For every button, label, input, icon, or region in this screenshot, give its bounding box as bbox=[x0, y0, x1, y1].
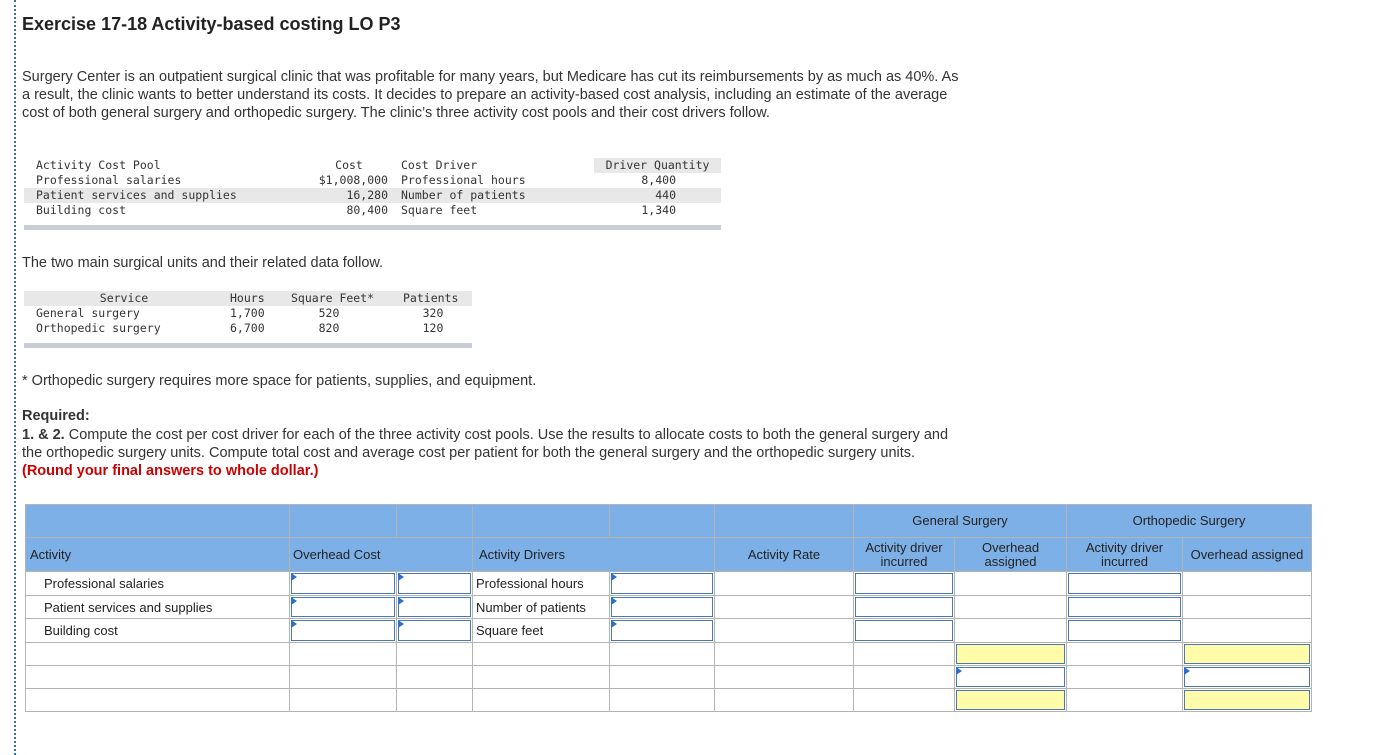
unit-square-feet: 520 bbox=[318, 306, 340, 320]
gen-driver-incurred-input[interactable] bbox=[855, 597, 953, 617]
unit-row bbox=[24, 306, 472, 321]
header-cost-driver: Cost Driver bbox=[401, 158, 478, 172]
header-hours: Hours bbox=[230, 291, 265, 305]
gen-total-cost-input[interactable] bbox=[956, 644, 1065, 664]
gen-driver-incurred-input[interactable] bbox=[855, 620, 953, 641]
dropdown-arrow-icon bbox=[611, 573, 617, 581]
overhead-cost-input[interactable] bbox=[291, 573, 395, 594]
unit-hours: 6,700 bbox=[230, 321, 265, 335]
header-driver-quantity: Driver Quantity bbox=[594, 158, 721, 173]
cost-pool-row bbox=[24, 203, 721, 218]
dropdown-arrow-icon bbox=[611, 620, 617, 628]
intro-paragraph: Surgery Center is an outpatient surgical clinic that was profitable for many years, but Medicare has cut its reimbursements by as much as 40%. As a result, the clinic wants to better understand its costs. It decides to prepare an activity-based cost analysis, including an estimate of the average cost of both general surgery and orthopedic surgery. The clinic’s three activity cost pools and their cost drivers follow. bbox=[22, 69, 959, 121]
col-header-ortho-overhead-assigned: Overhead assigned bbox=[1183, 538, 1312, 572]
pool-name: Patient services and supplies bbox=[36, 188, 237, 202]
col-header-gen-overhead-assigned: Overhead assigned bbox=[955, 538, 1067, 572]
average-label-cell[interactable] bbox=[26, 689, 290, 712]
answer-table bbox=[25, 504, 1312, 712]
pool-cost: 80,400 bbox=[346, 203, 388, 217]
pool-driver: Number of patients bbox=[401, 188, 526, 202]
col-header-ortho-driver-incurred: Activity driver incurred bbox=[1067, 538, 1183, 572]
gen-patients-input[interactable] bbox=[956, 667, 1065, 687]
dropdown-arrow-icon bbox=[291, 597, 297, 605]
activity-driver-amount-input[interactable] bbox=[398, 573, 471, 594]
answer-row bbox=[26, 596, 1312, 619]
overhead-cost-input[interactable] bbox=[291, 597, 395, 617]
left-dotted-border bbox=[14, 0, 16, 755]
footnote: * Orthopedic surgery requires more space for patients, supplies, and equipment. bbox=[22, 373, 537, 389]
gen-driver-incurred-input[interactable] bbox=[855, 573, 953, 594]
ortho-average-cost-input[interactable] bbox=[1184, 690, 1310, 710]
required-number: 1. & 2. bbox=[22, 427, 65, 443]
header-cost: Cost bbox=[335, 158, 363, 172]
ortho-driver-incurred-input[interactable] bbox=[1068, 573, 1181, 594]
activity-rate-input[interactable] bbox=[611, 573, 713, 594]
table-bottom-bar bbox=[24, 343, 472, 348]
units-intro: The two main surgical units and their related data follow. bbox=[22, 255, 384, 271]
activity-label: Building cost bbox=[44, 623, 118, 638]
patients-label-cell[interactable] bbox=[26, 666, 290, 689]
dropdown-arrow-icon bbox=[291, 620, 297, 628]
dropdown-arrow-icon bbox=[1184, 667, 1190, 675]
cost-pool-row bbox=[24, 173, 721, 188]
driver-label: Square feet bbox=[476, 623, 544, 638]
ortho-driver-incurred-input[interactable] bbox=[1068, 620, 1181, 641]
patients-row bbox=[26, 666, 1312, 689]
required-instructions bbox=[22, 426, 952, 480]
pool-name: Building cost bbox=[36, 203, 127, 217]
activity-label: Professional salaries bbox=[44, 576, 164, 591]
answer-header-group-row bbox=[26, 505, 1312, 538]
rounding-note: (Round your final answers to whole dollar.) bbox=[22, 463, 319, 479]
col-header-activity: Activity bbox=[26, 538, 290, 572]
overhead-cost-input[interactable] bbox=[291, 620, 395, 641]
pool-quantity: 440 bbox=[655, 188, 676, 202]
dropdown-arrow-icon bbox=[611, 597, 617, 605]
activity-rate-input[interactable] bbox=[611, 597, 713, 617]
pool-cost: $1,008,000 bbox=[318, 173, 388, 187]
cost-pool-row bbox=[24, 188, 721, 203]
table-bottom-bar bbox=[24, 225, 721, 230]
col-header-activity-rate: Activity Rate bbox=[715, 538, 854, 572]
pool-driver: Square feet bbox=[401, 203, 478, 217]
pool-driver: Professional hours bbox=[401, 173, 526, 187]
unit-square-feet: 820 bbox=[318, 321, 340, 335]
dropdown-arrow-icon bbox=[398, 620, 404, 628]
dropdown-arrow-icon bbox=[291, 573, 297, 581]
pool-quantity: 1,340 bbox=[641, 203, 676, 217]
group-header-general-surgery: General Surgery bbox=[854, 505, 1067, 538]
dropdown-arrow-icon bbox=[956, 667, 962, 675]
cost-pools-header-row bbox=[24, 158, 721, 173]
ortho-driver-incurred-input[interactable] bbox=[1068, 597, 1181, 617]
col-header-activity-drivers: Activity Drivers bbox=[473, 538, 715, 572]
header-patients: Patients bbox=[403, 291, 459, 305]
pool-quantity: 8,400 bbox=[641, 173, 676, 187]
required-text: Compute the cost per cost driver for each of the three activity cost pools. Use the results to allocate costs to both the general surgery and the orthopedic surgery units. Compute total cost and average cost per patient for both the general surgery and the orthopedic surgery units. bbox=[22, 427, 949, 461]
average-cost-row bbox=[26, 689, 1312, 712]
col-header-gen-driver-incurred: Activity driver incurred bbox=[854, 538, 955, 572]
dropdown-arrow-icon bbox=[398, 597, 404, 605]
pool-name: Professional salaries bbox=[36, 173, 182, 187]
required-heading: Required: bbox=[22, 408, 90, 424]
activity-label: Patient services and supplies bbox=[44, 600, 213, 615]
col-header-overhead-cost: Overhead Cost bbox=[290, 538, 473, 572]
dropdown-arrow-icon bbox=[398, 573, 404, 581]
unit-hours: 1,700 bbox=[230, 306, 265, 320]
ortho-patients-input[interactable] bbox=[1184, 667, 1310, 687]
total-label-cell[interactable] bbox=[26, 643, 290, 666]
header-service: Service bbox=[99, 291, 149, 305]
total-cost-row bbox=[26, 643, 1312, 666]
unit-service: General surgery bbox=[36, 306, 140, 320]
answer-header-row bbox=[26, 538, 1312, 572]
unit-patients: 120 bbox=[422, 321, 444, 335]
driver-label: Professional hours bbox=[476, 576, 584, 591]
pool-cost: 16,280 bbox=[346, 188, 388, 202]
answer-row bbox=[26, 619, 1312, 643]
unit-service: Orthopedic surgery bbox=[36, 321, 161, 335]
unit-patients: 320 bbox=[422, 306, 444, 320]
unit-row bbox=[24, 321, 472, 336]
header-activity-cost-pool: Activity Cost Pool bbox=[36, 158, 161, 172]
gen-average-cost-input[interactable] bbox=[956, 690, 1065, 710]
header-square-feet: Square Feet* bbox=[291, 291, 375, 305]
group-header-orthopedic-surgery: Orthopedic Surgery bbox=[1067, 505, 1312, 538]
activity-driver-amount-input[interactable] bbox=[398, 620, 471, 641]
driver-label: Number of patients bbox=[476, 600, 586, 615]
ortho-total-cost-input[interactable] bbox=[1184, 644, 1310, 664]
answer-row bbox=[26, 572, 1312, 596]
page-title: Exercise 17-18 Activity-based costing LO P3 bbox=[22, 14, 401, 34]
activity-driver-amount-input[interactable] bbox=[398, 597, 471, 617]
activity-rate-input[interactable] bbox=[611, 620, 713, 641]
units-header-row bbox=[24, 291, 472, 306]
